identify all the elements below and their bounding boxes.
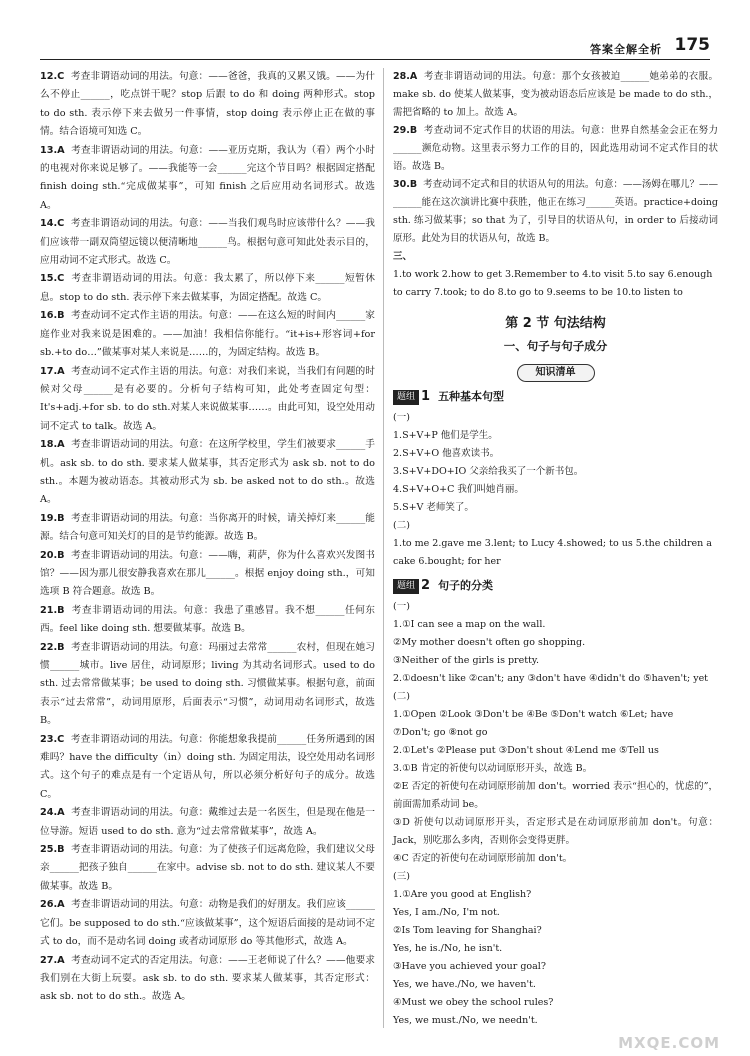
group-line: cake 6.bought; for her xyxy=(393,556,501,567)
answer-number: 16.B xyxy=(40,310,65,322)
group-line: (一) xyxy=(393,412,410,423)
answer-item xyxy=(40,510,375,547)
answer-item xyxy=(40,896,375,951)
group-line: 1.①Are you good at English? xyxy=(393,889,532,900)
watermark xyxy=(590,996,720,1052)
group-line: ②E 否定的祈使句在动词原形前加 don't。worried 表示“担心的，忧虑的”，前面需加系动词 be。 xyxy=(393,781,718,810)
header-label: 答案全解全析 xyxy=(590,43,662,56)
answer-item xyxy=(40,602,375,639)
answer-item xyxy=(40,68,375,142)
group-line: 1.S+V+P 他们是学生。 xyxy=(393,430,498,441)
answer-number: 23.C xyxy=(40,733,65,745)
part-three-line: 1.to work 2.how to get 3.Remember to 4.to visit 5.to say 6.enough xyxy=(393,269,713,280)
answer-number: 27.A xyxy=(40,954,65,966)
answer-number: 20.B xyxy=(40,549,65,561)
answer-number: 24.A xyxy=(40,807,65,819)
answer-text: 考查非谓语动词的用法。句意：当你离开的时候，请关掉灯来______能源。结合句意可知关灯的目的是节约能源。故选 B。 xyxy=(40,512,375,543)
knowledge-badge: 知识清单 xyxy=(517,364,595,382)
group-line: ③D 祈使句以动词原形开头，否定形式是在动词原形前加 don't。句意：Jack，别吃那么多肉，否则你会变得更胖。 xyxy=(393,817,718,846)
answer-number: 13.A xyxy=(40,144,65,156)
answer-number: 30.B xyxy=(393,179,418,190)
group-line: 4.S+V+O+C 我们叫她肖丽。 xyxy=(393,484,524,495)
answer-text: 考查动词不定式的否定用法。句意：——王老师说了什么？——他要求我们别在大街上玩耍。ask sb. to do sth. 要求某人做某事，其否定形式：ask sb. not to do sth.。故选 A。 xyxy=(40,954,375,1003)
watermark-text: MXQE.COM xyxy=(618,1034,720,1052)
answer-text: 考查非谓语动词的用法。句意：在这所学校里，学生们被要求______手机。ask sb. to do sth. 要求某人做某事，其否定形式为 ask sb. not to do sth.。本题为被动语态。其被动形式为 sb. be asked not to do sth.。故选 A。 xyxy=(40,439,375,506)
group-number: 2 xyxy=(421,578,431,593)
answer-number: 19.B xyxy=(40,512,65,524)
left-column xyxy=(40,68,375,1007)
section-subtitle: 一、句子与句子成分 xyxy=(503,339,608,353)
answer-text: 考查非谓语动词的用法。句意：——嗨，莉萨，你为什么喜欢兴发图书馆？——因为那儿很安静我喜欢在那儿______。根据 enjoy doing sth.，可知选项 B 符合题意。故选 B。 xyxy=(40,549,375,598)
group-line: ④Must we obey the school rules? xyxy=(393,997,554,1008)
answer-text: 考查动词不定式作主语的用法。句意：——在这么短的时间内______家庭作业对我来说是困难的。——加油！我相信你能行。“it+is+形容词+for sb.+to do…”做某事对某人来说是……的，为固定结构。故选 B。 xyxy=(40,310,375,359)
answer-item xyxy=(40,639,375,731)
section-title: 第 2 节 句法结构 xyxy=(505,316,606,331)
answer-number: 26.A xyxy=(40,899,65,911)
group-line: 2.①Let's ②Please put ③Don't shout ④Lend me ⑤Tell us xyxy=(393,745,659,756)
answer-item xyxy=(40,952,375,1007)
answer-text: 考查非谓语动词的用法。句意：为了使孩子们远离危险，我们建议父母亲______把孩子独自______在家中。advise sb. not to do sth. 建议某人不要做某事。故选 B。 xyxy=(40,844,375,892)
answer-number: 21.B xyxy=(40,604,65,616)
answer-number: 18.A xyxy=(40,439,65,451)
group-line: Yes, we have./No, we haven't. xyxy=(393,979,536,990)
group-line: ③Have you achieved your goal? xyxy=(393,961,546,972)
answer-text: 考查非谓语动词的用法。句意：那个女孩被迫______她弟弟的衣服。make sb. do 使某人做某事，变为被动语态后应该是 be made to do sth.，需把省略的 to 加上。故选 A。 xyxy=(393,71,718,118)
page-header xyxy=(40,35,710,60)
group-line: ⑦Don't; go ⑧not go xyxy=(393,727,488,738)
answer-item xyxy=(393,122,718,176)
right-column xyxy=(393,68,718,1030)
answer-text: 考查非谓语动词的用法。句意：戴维过去是一名医生，但是现在他是一位导游。短语 used to do sth. 意为“过去常常做某事”，故选 A。 xyxy=(40,807,375,837)
group-line: Yes, he is./No, he isn't. xyxy=(393,943,503,954)
answer-text: 考查非谓语动词的用法。句意：——当我们观鸟时应该带什么？——我们应该带一副双筒望远镜以便清晰地______鸟。根据句意可知此处表示目的，应用动词不定式形式。故选 C。 xyxy=(40,218,375,267)
group-line: (三) xyxy=(393,871,410,882)
answer-text: 考查非谓语动词的用法。句意：我太累了，所以停下来______短暂休息。stop to do sth. 表示停下来去做某事，为固定搭配。故选 C。 xyxy=(40,273,375,303)
group-line: (二) xyxy=(393,520,410,531)
group-line: 2.①doesn't like ②can't; any ③don't have ④didn't do ⑤haven't; yet xyxy=(393,673,709,684)
answer-number: 14.C xyxy=(40,218,65,230)
answer-item xyxy=(40,841,375,896)
group-name: 句子的分类 xyxy=(438,579,494,592)
group-number: 1 xyxy=(421,389,431,404)
answer-text: 考查非谓语动词的用法。句意：玛丽过去常常______农村，但现在她习惯______城市。live 居住，动词原形；living 为其动名词形式。used to do sth. 过去常常做某事；be used to doing sth. 习惯做某事。根据句意，前面表示“过去常常”，动词用原形，后面表示“习惯”，动词用动名词形式，故选 B。 xyxy=(40,641,375,727)
group-line: Yes, I am./No, I'm not. xyxy=(393,907,500,918)
answer-item xyxy=(393,68,718,122)
answer-item xyxy=(40,270,375,307)
group-line: 1.to me 2.gave me 3.lent; to Lucy 4.showed; to us 5.the children a xyxy=(393,538,712,549)
answer-text: 考查非谓语动词的用法。句意：动物是我们的好朋友。我们应该______它们。be supposed to do sth.“应该做某事”，这个短语后面接的是动词不定式 to do，而不是动名词 doing 或者动词原形 do 等其他形式，故选 A。 xyxy=(40,899,375,948)
group-line: Yes, we must./No, we needn't. xyxy=(393,1015,538,1026)
answer-text: 考查非谓语动词的用法。句意：你能想象我提前______任务所遇到的困难吗？have the difficulty（in）doing sth. 为固定用法，设空处用动名词形式。这个句子的难点是有一个定语从句，所以必须分析好句子的成分。故选 C。 xyxy=(40,733,375,800)
group-tag: 题组 xyxy=(393,579,419,594)
answer-item xyxy=(40,547,375,602)
group-line: 3.S+V+DO+IO 父亲给我买了一个新书包。 xyxy=(393,466,584,477)
answer-number: 29.B xyxy=(393,125,418,136)
answer-item xyxy=(40,436,375,510)
answer-item xyxy=(393,176,718,248)
answer-number: 22.B xyxy=(40,641,65,653)
answer-text: 考查非谓语动词的用法。句意：——亚历克斯，我认为（看）两个小时的电视对你来说足够了。——我能等一会______完这个节目吗？根据固定搭配 finish doing sth.“完成做某事”，可知 finish 之后应用动名词形式。故选 A。 xyxy=(40,144,375,211)
answer-number: 28.A xyxy=(393,71,418,82)
answer-item xyxy=(40,804,375,841)
answer-item xyxy=(40,307,375,362)
group-tag: 题组 xyxy=(393,390,419,405)
answer-number: 17.A xyxy=(40,365,65,377)
group-name: 五种基本句型 xyxy=(438,390,505,403)
part-three-line: to carry 7.took; to do 8.to go to 9.seems to be 10.to listen to xyxy=(393,287,683,298)
answer-item xyxy=(40,142,375,216)
group-line: (一) xyxy=(393,601,410,612)
group-line: 2.S+V+O 他喜欢读书。 xyxy=(393,448,500,459)
group-line: ②Is Tom leaving for Shanghai? xyxy=(393,925,542,936)
page-number: 175 xyxy=(674,35,710,55)
answer-item xyxy=(40,731,375,805)
answer-text: 考查动词不定式作主语的用法。句意：对我们来说，当我们有问题的时候对父母______是有必要的。分析句子结构可知，此处考查固定句型：It's+adj.+for sb. to do sth.对某人来说做某事……。由此可知，设空处用动词不定式 to talk。故选 A。 xyxy=(40,365,375,432)
group-line: ④C 否定的祈使句在动词原形前加 don't。 xyxy=(393,853,573,864)
group-line: (二) xyxy=(393,691,410,702)
answer-text: 考查动词不定式作目的状语的用法。句意：世界自然基金会正在努力______濒危动物。这里表示努力工作的目的，因此选用动词不定式作目的状语。故选 B。 xyxy=(393,125,718,172)
group-line: 1.①Open ②Look ③Don't be ④Be ⑤Don't watch ⑥Let; have xyxy=(393,709,674,720)
answer-item xyxy=(40,215,375,270)
column-divider xyxy=(383,68,384,1028)
answer-item xyxy=(40,363,375,437)
group-line: 5.S+V 老师笑了。 xyxy=(393,502,474,513)
group-heading xyxy=(393,388,718,406)
answer-text: 考查非谓语动词的用法。句意：——爸爸，我真的又累又饿。——为什么不停止______，吃点饼干呢？stop 后跟 to do 和 doing 两种形式。stop to do sth. 表示停下来去做另一件事情，stop doing 表示停止正在做的事情。结合语境可知选 C。 xyxy=(40,71,375,138)
group-line: ②My mother doesn't often go shopping. xyxy=(393,637,586,648)
answer-text: 考查非谓语动词的用法。句意：我患了重感冒。我不想______任何东西。feel like doing sth. 想要做某事。故选 B。 xyxy=(40,604,375,635)
group-line: 3.①B 肯定的祈使句以动词原形开头，故选 B。 xyxy=(393,763,593,774)
answer-number: 12.C xyxy=(40,71,65,82)
answer-text: 考查动词不定式和目的状语从句的用法。句意：——汤姆在哪儿？——______能在这次演讲比赛中获胜，他正在练习______英语。practice+doing sth. 练习做某事；so that 为了，引导目的状语从句，in order to 后接动词原形。此处为目的状语从句，故选 B。 xyxy=(393,179,718,244)
group-line: 1.①I can see a map on the wall. xyxy=(393,619,546,630)
group-heading xyxy=(393,577,718,595)
group-line: ③Neither of the girls is pretty. xyxy=(393,655,539,666)
answer-number: 25.B xyxy=(40,844,65,856)
part-three-label: 三、 xyxy=(393,251,413,262)
answer-number: 15.C xyxy=(40,273,65,285)
